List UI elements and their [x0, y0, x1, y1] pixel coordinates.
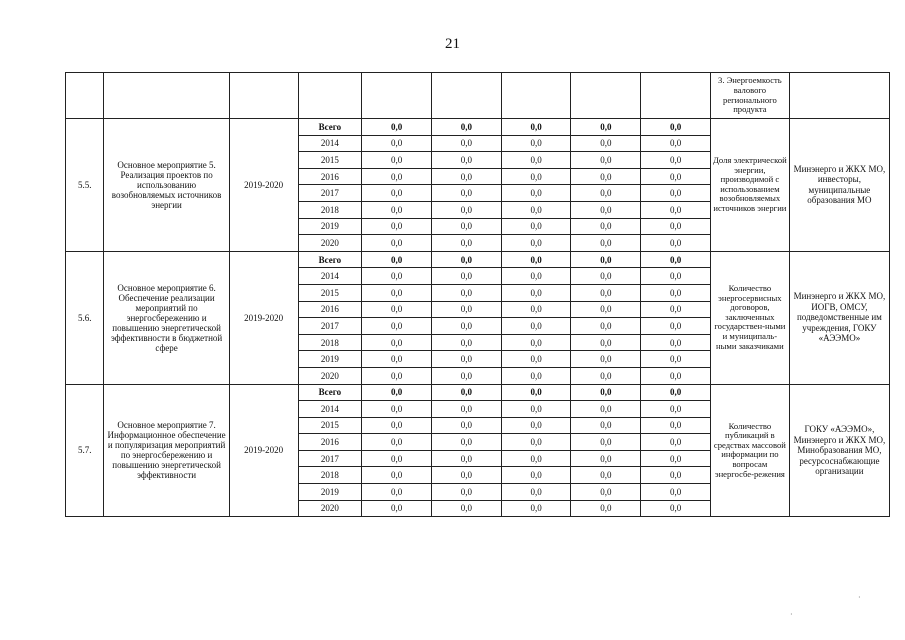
year-cell: 2018	[298, 334, 362, 351]
value-cell: 0,0	[362, 367, 432, 384]
value-cell: 0,0	[362, 135, 432, 152]
value-cell: 0,0	[641, 450, 711, 467]
value-cell: 0,0	[431, 434, 501, 451]
value-cell: 0,0	[501, 367, 571, 384]
activity-period: 2019-2020	[229, 384, 298, 517]
value-cell: 0,0	[501, 484, 571, 501]
value-cell: 0,0	[362, 152, 432, 169]
value-cell: 0,0	[571, 417, 641, 434]
value-cell: 0,0	[362, 318, 432, 335]
year-cell: Всего	[298, 251, 362, 268]
page-number: 21	[445, 36, 460, 52]
value-cell: 0,0	[571, 284, 641, 301]
value-cell: 0,0	[501, 218, 571, 235]
value-cell: 0,0	[571, 450, 641, 467]
value-cell: 0,0	[431, 168, 501, 185]
year-cell: 2015	[298, 417, 362, 434]
activity-name: Основное мероприятие 7. Информационное обеспечение и популяризация мероприятий по энергосбережению и повышению энергетической эффективности	[104, 384, 229, 517]
value-cell: 0,0	[431, 318, 501, 335]
value-cell: 0,0	[641, 367, 711, 384]
value-cell: 0,0	[362, 334, 432, 351]
activity-number: 5.7.	[66, 384, 104, 517]
table-row	[66, 251, 890, 268]
value-cell: 0,0	[641, 268, 711, 285]
scan-mark: ·	[790, 610, 793, 619]
value-cell: 0,0	[431, 351, 501, 368]
value-cell: 0,0	[571, 168, 641, 185]
value-cell: 0,0	[571, 152, 641, 169]
year-cell: 2020	[298, 500, 362, 517]
value-cell: 0,0	[641, 417, 711, 434]
value-cell: 0,0	[641, 235, 711, 252]
year-cell: 2017	[298, 185, 362, 202]
value-cell: 0,0	[431, 201, 501, 218]
continuation-row	[66, 73, 890, 119]
value-cell: 0,0	[641, 301, 711, 318]
year-cell: 2020	[298, 235, 362, 252]
value-cell: 0,0	[501, 500, 571, 517]
value-cell: 0,0	[501, 119, 571, 136]
table-row	[66, 119, 890, 136]
value-cell: 0,0	[362, 235, 432, 252]
value-cell: 0,0	[501, 467, 571, 484]
value-cell: 0,0	[571, 401, 641, 418]
value-cell: 0,0	[571, 500, 641, 517]
value-cell: 0,0	[641, 384, 711, 401]
year-cell: 2019	[298, 218, 362, 235]
indicator-cell: Количество энергосервисных договоров, заключенных государствен-ными и муниципаль-ными заказчиками	[710, 251, 789, 384]
value-cell: 0,0	[571, 185, 641, 202]
value-cell: 0,0	[501, 152, 571, 169]
value-cell: 0,0	[641, 484, 711, 501]
value-cell: 0,0	[362, 384, 432, 401]
value-cell: 0,0	[431, 119, 501, 136]
value-cell: 0,0	[362, 500, 432, 517]
value-cell: 0,0	[571, 119, 641, 136]
activity-period: 2019-2020	[229, 119, 298, 252]
value-cell: 0,0	[362, 401, 432, 418]
value-cell: 0,0	[501, 284, 571, 301]
value-cell: 0,0	[571, 218, 641, 235]
value-cell: 0,0	[362, 185, 432, 202]
value-cell: 0,0	[641, 351, 711, 368]
year-cell: 2018	[298, 467, 362, 484]
value-cell: 0,0	[501, 401, 571, 418]
year-cell: 2016	[298, 168, 362, 185]
value-cell: 0,0	[571, 351, 641, 368]
year-cell: 2016	[298, 434, 362, 451]
year-cell: Всего	[298, 119, 362, 136]
value-cell: 0,0	[501, 384, 571, 401]
table-row	[66, 384, 890, 401]
value-cell: 0,0	[571, 251, 641, 268]
value-cell: 0,0	[431, 235, 501, 252]
value-cell: 0,0	[571, 367, 641, 384]
value-cell: 0,0	[501, 434, 571, 451]
value-cell: 0,0	[641, 318, 711, 335]
activity-number: 5.6.	[66, 251, 104, 384]
value-cell: 0,0	[431, 367, 501, 384]
value-cell: 0,0	[641, 334, 711, 351]
value-cell: 0,0	[641, 185, 711, 202]
value-cell: 0,0	[641, 284, 711, 301]
value-cell: 0,0	[501, 168, 571, 185]
year-cell: 2016	[298, 301, 362, 318]
activity-name: Основное мероприятие 5. Реализация проектов по использованию возобновляемых источников энергии	[104, 119, 229, 252]
value-cell: 0,0	[571, 268, 641, 285]
value-cell: 0,0	[571, 301, 641, 318]
value-cell: 0,0	[431, 301, 501, 318]
value-cell: 0,0	[362, 201, 432, 218]
year-cell: 2018	[298, 201, 362, 218]
value-cell: 0,0	[362, 168, 432, 185]
year-cell: 2015	[298, 152, 362, 169]
indicator-cell: Доля электрической энергии, производимой с использованием возобновляемых источников энергии	[710, 119, 789, 252]
value-cell: 0,0	[641, 119, 711, 136]
value-cell: 0,0	[431, 467, 501, 484]
value-cell: 0,0	[641, 467, 711, 484]
value-cell: 0,0	[431, 268, 501, 285]
value-cell: 0,0	[571, 318, 641, 335]
value-cell: 0,0	[641, 401, 711, 418]
value-cell: 0,0	[641, 201, 711, 218]
indicator-cell: 3. Энергоемкость валового регионального продукта	[710, 73, 789, 119]
value-cell: 0,0	[362, 284, 432, 301]
value-cell: 0,0	[362, 119, 432, 136]
value-cell: 0,0	[362, 301, 432, 318]
value-cell: 0,0	[362, 218, 432, 235]
value-cell: 0,0	[431, 284, 501, 301]
year-cell: 2019	[298, 484, 362, 501]
value-cell: 0,0	[431, 135, 501, 152]
activity-number: 5.5.	[66, 119, 104, 252]
executors-cell: Минэнерго и ЖКХ МО, инвесторы, муниципальные образования МО	[789, 119, 889, 252]
value-cell: 0,0	[501, 268, 571, 285]
value-cell: 0,0	[641, 218, 711, 235]
value-cell: 0,0	[362, 417, 432, 434]
value-cell: 0,0	[431, 500, 501, 517]
value-cell: 0,0	[362, 434, 432, 451]
value-cell: 0,0	[501, 318, 571, 335]
value-cell: 0,0	[571, 484, 641, 501]
value-cell: 0,0	[641, 251, 711, 268]
activity-period: 2019-2020	[229, 251, 298, 384]
value-cell: 0,0	[571, 384, 641, 401]
value-cell: 0,0	[431, 401, 501, 418]
executors-cell: Минэнерго и ЖКХ МО, ИОГВ, ОМСУ, подведомственные им учреждения, ГОКУ «АЭЭМО»	[789, 251, 889, 384]
year-cell: 2014	[298, 268, 362, 285]
value-cell: 0,0	[501, 201, 571, 218]
value-cell: 0,0	[362, 268, 432, 285]
year-cell: 2014	[298, 135, 362, 152]
value-cell: 0,0	[362, 450, 432, 467]
scan-mark: ·	[858, 593, 861, 602]
value-cell: 0,0	[362, 484, 432, 501]
year-cell: 2017	[298, 318, 362, 335]
year-cell: 2015	[298, 284, 362, 301]
value-cell: 0,0	[362, 251, 432, 268]
year-cell: 2020	[298, 367, 362, 384]
value-cell: 0,0	[641, 500, 711, 517]
value-cell: 0,0	[501, 334, 571, 351]
value-cell: 0,0	[571, 434, 641, 451]
value-cell: 0,0	[571, 467, 641, 484]
value-cell: 0,0	[641, 168, 711, 185]
value-cell: 0,0	[431, 384, 501, 401]
indicator-cell: Количество публикаций в средствах массовой информации по вопросам энергосбе-режения	[710, 384, 789, 517]
value-cell: 0,0	[641, 434, 711, 451]
value-cell: 0,0	[501, 417, 571, 434]
value-cell: 0,0	[362, 351, 432, 368]
value-cell: 0,0	[431, 218, 501, 235]
value-cell: 0,0	[431, 185, 501, 202]
value-cell: 0,0	[501, 301, 571, 318]
value-cell: 0,0	[641, 135, 711, 152]
value-cell: 0,0	[571, 334, 641, 351]
value-cell: 0,0	[501, 351, 571, 368]
value-cell: 0,0	[431, 484, 501, 501]
value-cell: 0,0	[571, 135, 641, 152]
activities-table	[65, 72, 890, 517]
year-cell: 2017	[298, 450, 362, 467]
value-cell: 0,0	[501, 135, 571, 152]
value-cell: 0,0	[431, 334, 501, 351]
value-cell: 0,0	[431, 450, 501, 467]
year-cell: Всего	[298, 384, 362, 401]
year-cell: 2019	[298, 351, 362, 368]
activity-name: Основное мероприятие 6. Обеспечение реализации мероприятий по энергосбережению и повышению энергетической эффективности в бюджетной сфере	[104, 251, 229, 384]
value-cell: 0,0	[431, 251, 501, 268]
value-cell: 0,0	[501, 185, 571, 202]
value-cell: 0,0	[571, 201, 641, 218]
executors-cell: ГОКУ «АЭЭМО», Минэнерго и ЖКХ МО, Минобразования МО, ресурсоснабжающие организации	[789, 384, 889, 517]
value-cell: 0,0	[431, 152, 501, 169]
value-cell: 0,0	[362, 467, 432, 484]
value-cell: 0,0	[431, 417, 501, 434]
value-cell: 0,0	[501, 251, 571, 268]
value-cell: 0,0	[501, 235, 571, 252]
year-cell: 2014	[298, 401, 362, 418]
value-cell: 0,0	[571, 235, 641, 252]
value-cell: 0,0	[501, 450, 571, 467]
value-cell: 0,0	[641, 152, 711, 169]
